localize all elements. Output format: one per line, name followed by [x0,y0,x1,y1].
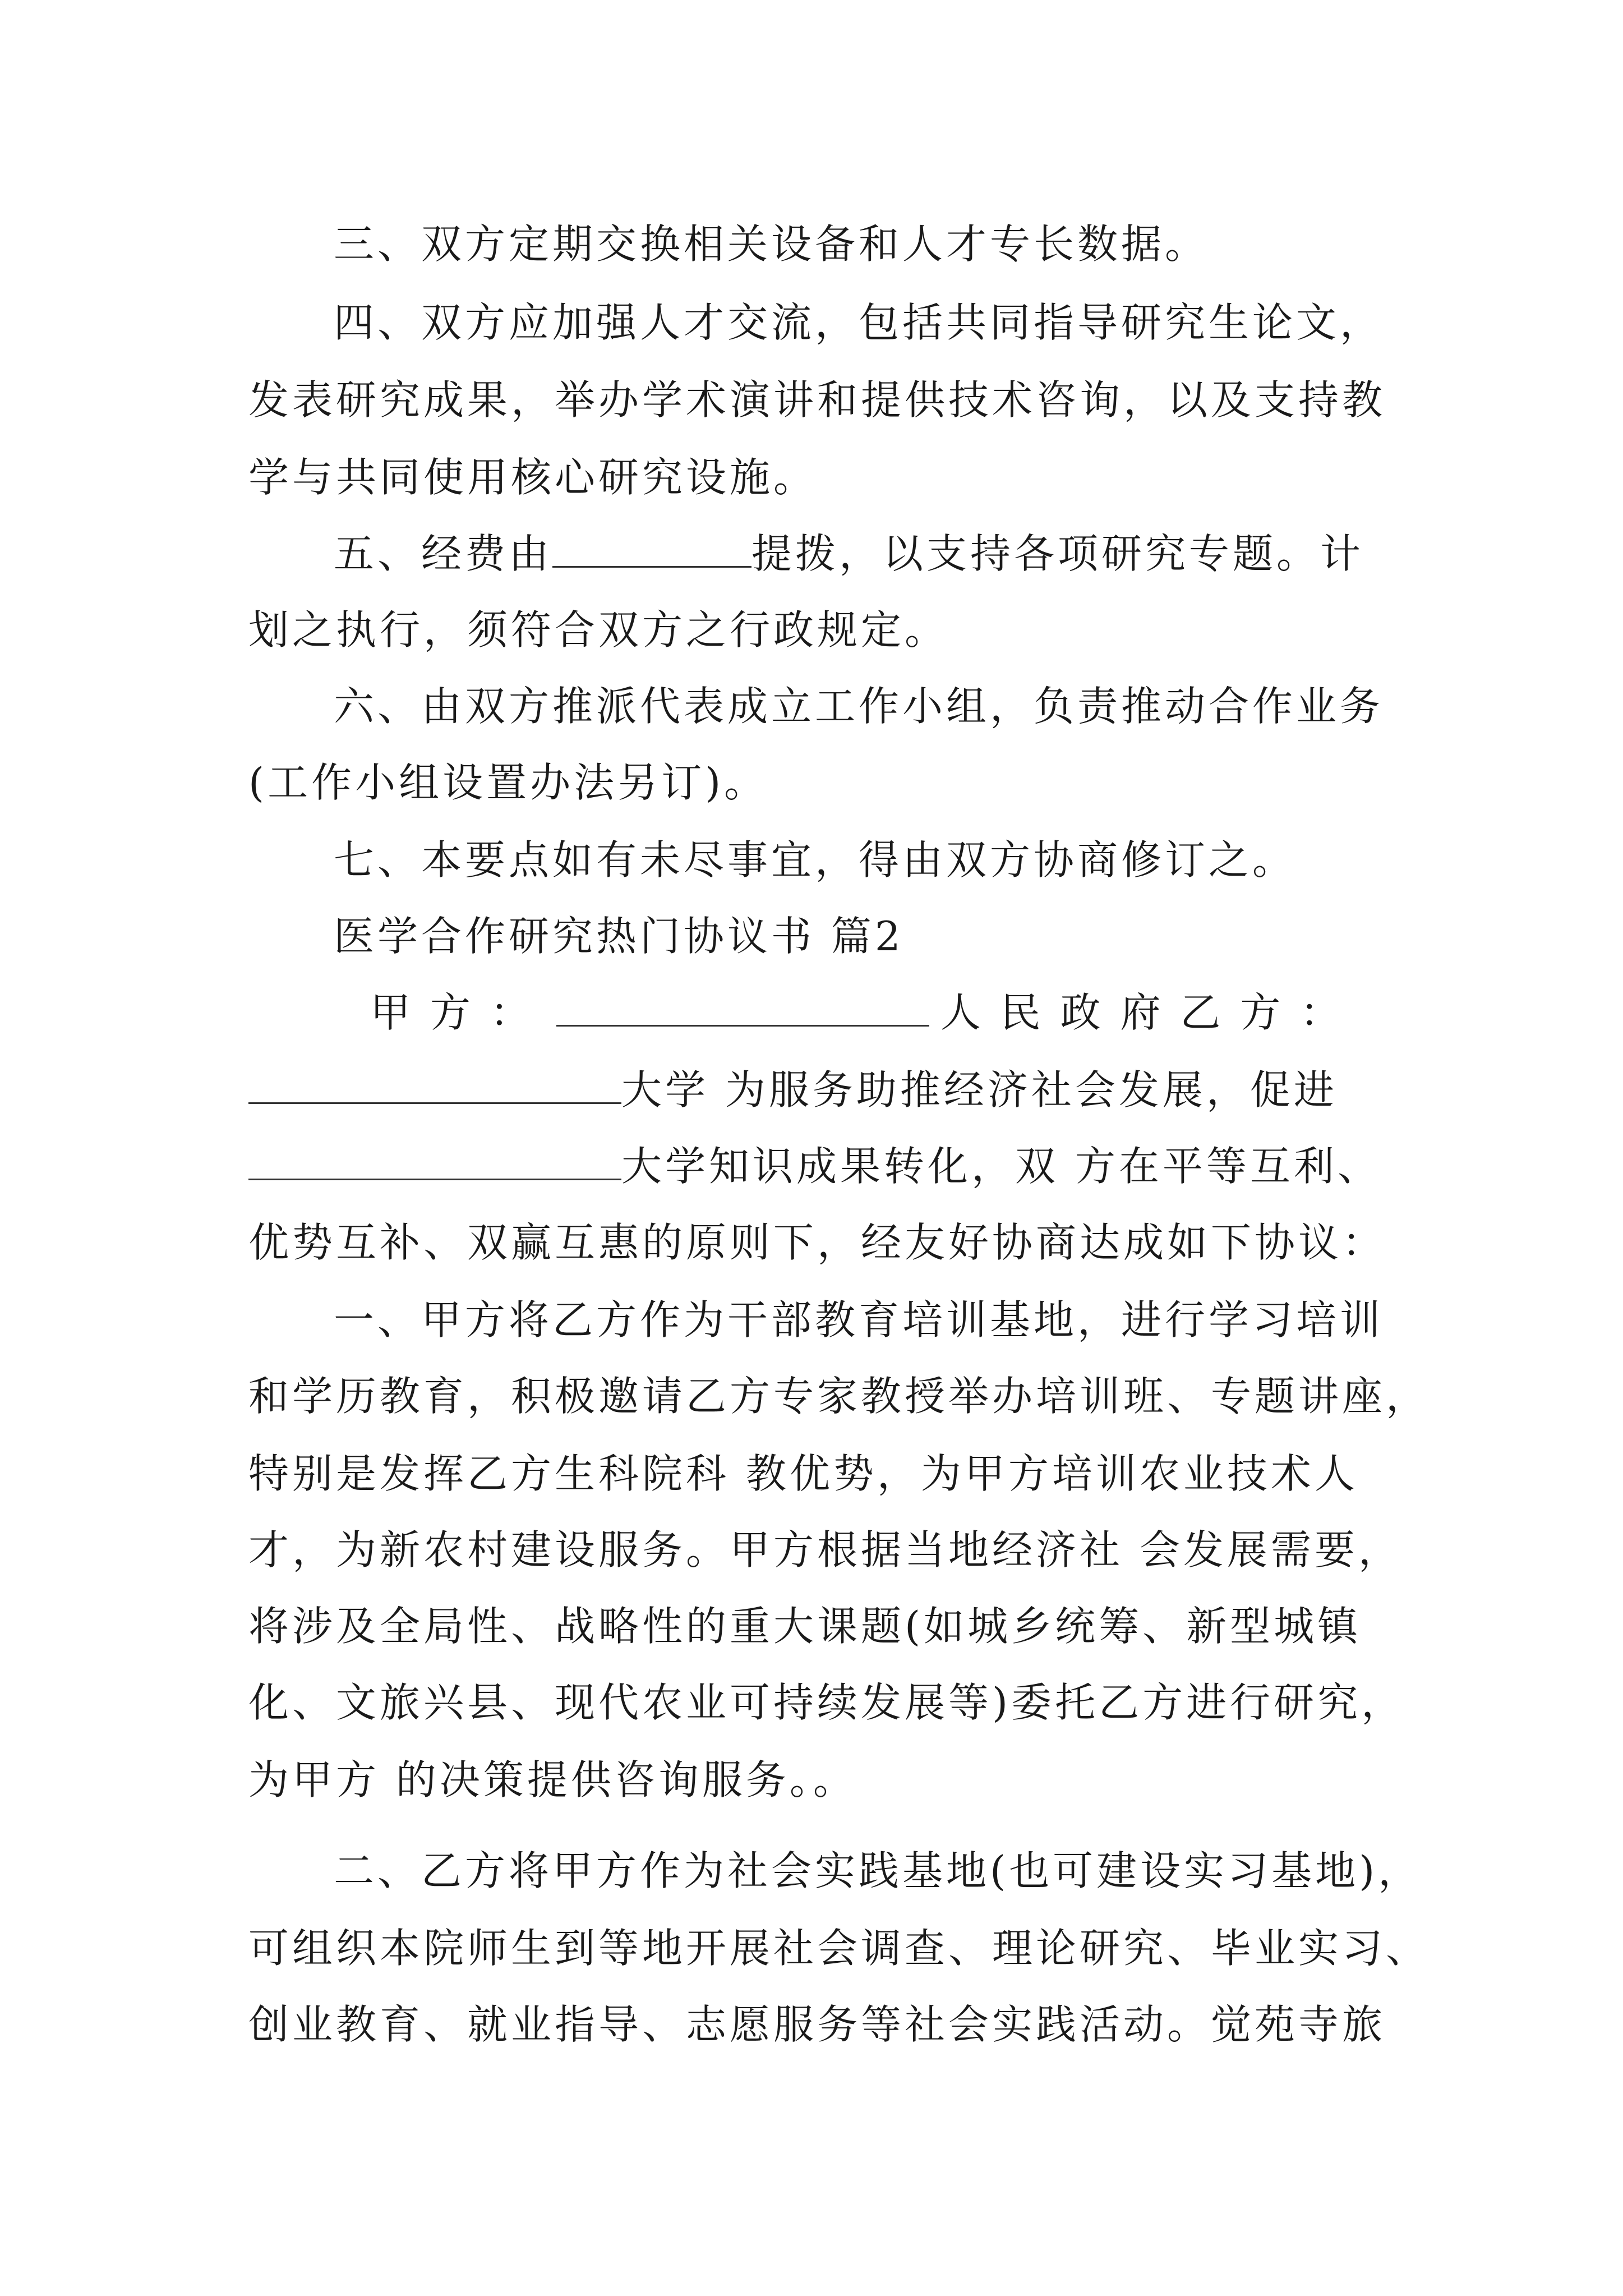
paragraph-line: 优势互补、双赢互惠的原则下，经友好协商达成如下协议： [248,1219,1386,1266]
line-segment: 人 民 政 府 乙 方 ： [940,989,1344,1036]
paragraph-line [248,1141,1381,1191]
paragraph-line: (工作小组设置办法另订)。 [248,759,768,806]
paragraph-line: 七、本要点如有未尽事宜，得由双方协商修订之。 [334,836,1297,884]
paragraph-line: 可组织本院师生到等地开展社会调查、理论研究、毕业实习、 [248,1925,1430,1972]
paragraph-line: 学与共同使用核心研究设施。 [248,454,818,501]
paragraph-line [248,1065,1338,1115]
paragraph-line: 化、文旅兴县、现代农业可持续发展等)委托乙方进行研究， [248,1679,1405,1726]
paragraph-line: 发表研究成果，举办学术演讲和提供技术咨询，以及支持教 [248,376,1386,424]
fill-in-blank [248,1142,621,1180]
line-segment: 五、经费由 [334,530,553,577]
paragraph-line: 将涉及全局性、战略性的重大课题(如城乡统筹、新型城镇 [248,1603,1362,1650]
paragraph-line: 创业教育、就业指导、志愿服务等社会实践活动。觉苑寺旅 [248,2001,1386,2048]
section-heading: 医学合作研究热门协议书 篇2 [334,913,904,960]
line-segment: 大学知识成果转化，双 方在平等互利、 [621,1143,1381,1190]
paragraph-line: 才，为新农村建设服务。甲方根据当地经济社 会发展需要， [248,1526,1402,1573]
fill-in-blank [556,988,929,1027]
line-segment: 提拨，以支持各项研究专题。计 [751,530,1364,577]
paragraph-line [334,528,1364,579]
paragraph-line: 四、双方应加强人才交流，包括共同指导研究生论文， [334,299,1384,346]
line-segment: 甲 方 ： [370,989,534,1036]
fill-in-blank [248,1065,621,1104]
paragraph-line: 特别是发挥乙方生科院科 教优势，为甲方培训农业技术人 [248,1450,1358,1497]
fill-in-blank [552,529,751,568]
line-segment: 大学 为服务助推经济社会发展，促进 [621,1066,1338,1114]
paragraph-line [370,987,1344,1038]
paragraph-line: 划之执行，须符合双方之行政规定。 [248,606,949,654]
paragraph-line: 为甲方 的决策提供咨询服务。。 [248,1756,857,1803]
paragraph-line: 和学历教育，积极邀请乙方专家教授举办培训班、专题讲座， [248,1373,1430,1420]
paragraph-line: 二、乙方将甲方作为社会实践基地(也可建设实习基地)， [334,1847,1422,1894]
paragraph-line: 三、双方定期交换相关设备和人才专长数据。 [334,220,1209,268]
paragraph-line: 一、甲方将乙方作为干部教育培训基地，进行学习培训 [334,1296,1384,1343]
paragraph-line: 六、由双方推派代表成立工作小组，负责推动合作业务 [334,683,1384,730]
